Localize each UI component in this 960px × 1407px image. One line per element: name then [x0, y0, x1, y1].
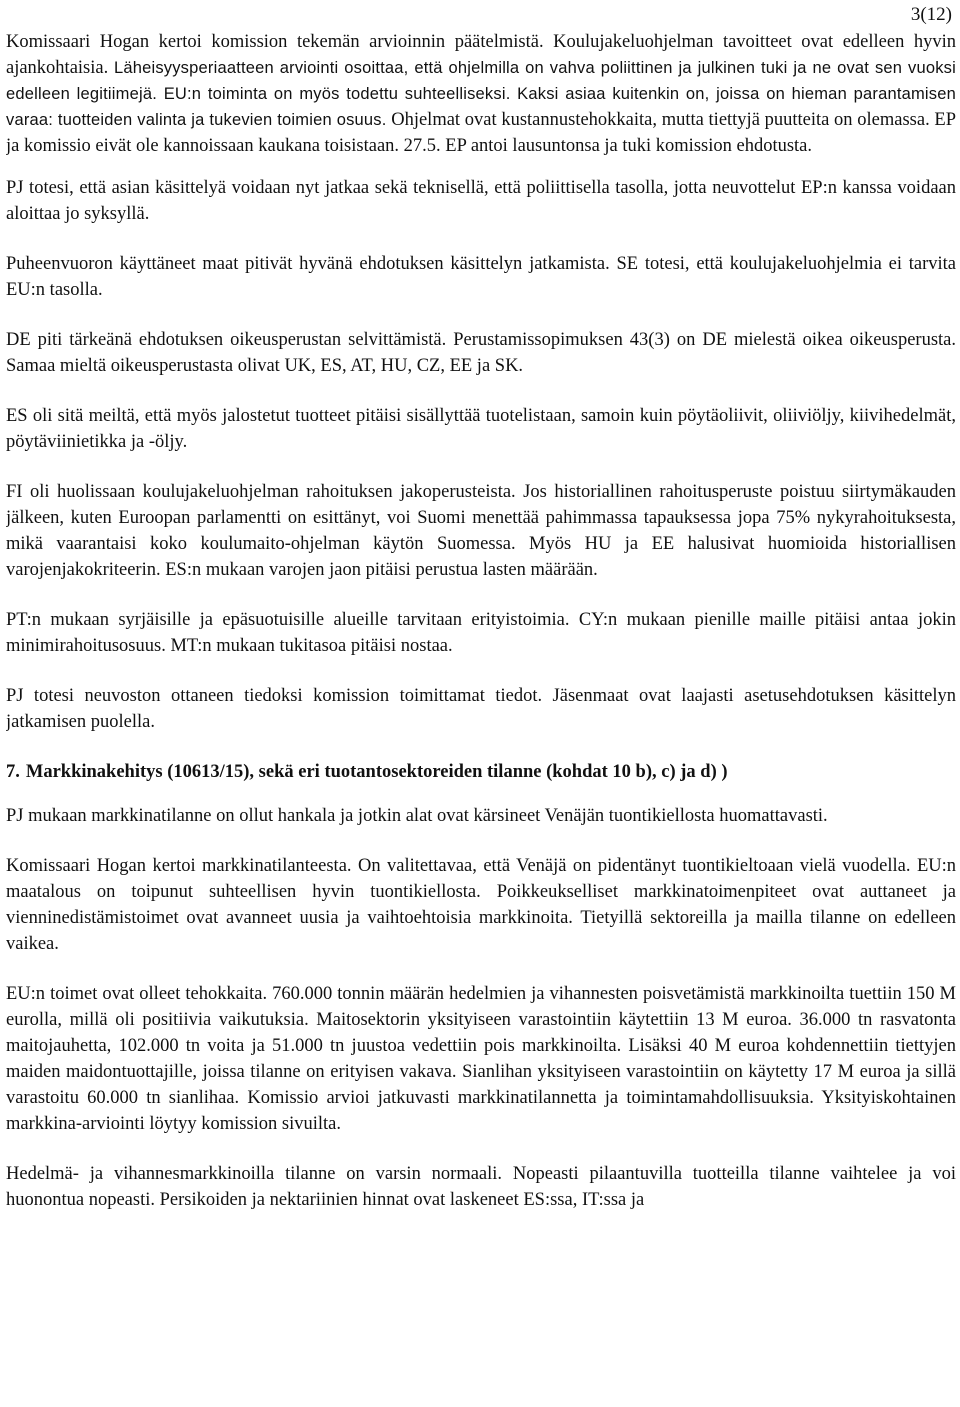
section-number: 7.	[6, 762, 20, 782]
document-page	[6, 0, 956, 1407]
paragraph-pt-cy-mt: PT:n mukaan syrjäisille ja epäsuotuisille alueille tarvitaan erityistoimia. CY:n mukaan pienille maille pitäisi antaa jokin minimirahoitusosuus. MT:n mukaan tukitasoa pitäisi nostaa.	[6, 610, 956, 656]
paragraph-fi-funding: FI oli huolissaan koulujakeluohjelman rahoituksen jakoperusteista. Jos historiallinen rahoitusperuste poistuu siirtymäkauden jälkeen, kuten Euroopan parlamentti on esittänyt, voi Suomi menettää pahimmassa tapauksessa jopa 75% nykyrahoituksesta, mikä vaarantaisi koko koulumaito-ohjelman käytön Suomessa. Myös HU ja EE halusivat huomioida historiallisen varojenjakokriteerin. ES:n mukaan varojen jaon pitäisi perustua lasten määrään.	[6, 482, 956, 580]
text-run-sans: Läheisyysperiaatteen arviointi osoittaa, että ohjelmilla on vahva poliittinen ja julkinen tuki ja ne ovat sen vuoksi edelleen legitiimejä. EU:n toiminta on myös todettu suhteelliseksi. Kaksi asiaa kuitenkin on, joissa on hieman parantamisen varaa: tuotteiden valinta ja tukevien toimien osuus.	[6, 59, 956, 129]
paragraph-fruit-vegetables: Hedelmä- ja vihannesmarkkinoilla tilanne on varsin normaali. Nopeasti pilaantuvilla tuotteilla tilanne vaihtelee ja voi huonontua nopeasti. Persikoiden ja nektariinien hinnat ovat laskeneet ES:ssa, IT:ssa ja	[6, 1164, 956, 1210]
paragraph-eu-measures: EU:n toimet ovat olleet tehokkaita. 760.000 tonnin määrän hedelmien ja vihannesten poisvetämistä markkinoilta tuettiin 150 M eurolla, millä oli positiivia vaikutuksia. Maitosektorin yksityiseen varastointiin käytettiin 13 M euroa. 36.000 tn rasvatonta maitojauhetta, 102.000 tn voita ja 51.000 tn juustoa vedettiin pois markkinoilta. Lisäksi 40 M euroa kohdennettiin tiettyjen maiden maidontuottajille, joissa tilanne on erityisen vakava. Sianlihan yksityiseen varastointiin on käytetty 17 M euroa ja sillä varastoitu 60.000 tn sianlihaa. Komissio arvioi jatkuvasti markkinatilannetta ja toimintamahdollisuuksia. Yksityiskohtainen markkina-arviointi löytyy komission sivuilta.	[6, 984, 956, 1134]
paragraph-pj-conclusion: PJ totesi neuvoston ottaneen tiedoksi komission toimittamat tiedot. Jäsenmaat ovat laajasti asetusehdotuksen käsittelyn jatkamisen puolella.	[6, 686, 956, 732]
paragraph-member-states: Puheenvuoron käyttäneet maat pitivät hyvänä ehdotuksen käsittelyn jatkamista. SE totesi, että koulujakeluohjelmia ei tarvita EU:n tasolla.	[6, 254, 956, 300]
section-heading	[6, 759, 956, 785]
section-title: Markkinakehitys (10613/15), sekä eri tuotantosektoreiden tilanne (kohdat 10 b), c) ja d) )	[25, 762, 728, 782]
paragraph-de-legal-basis: DE piti tärkeänä ehdotuksen oikeusperustan selvittämistä. Perustamissopimuksen 43(3) on DE mielestä oikea oikeusperusta. Samaa mieltä oikeusperustasta olivat UK, ES, AT, HU, CZ, EE ja SK.	[6, 330, 956, 376]
paragraph-pj-market: PJ mukaan markkinatilanne on ollut hankala ja jotkin alat ovat kärsineet Venäjän tuontikiellosta huomattavasti.	[6, 806, 828, 826]
document-body	[6, 29, 956, 1237]
paragraph-es-products: ES oli sitä meiltä, että myös jalostetut tuotteet pitäisi sisällyttää tuotelistaan, samoin kuin pöytäoliivit, oliiviöljy, kiivihedelmät, pöytäviinietikka ja -öljy.	[6, 406, 956, 452]
paragraph-hogan-market: Komissaari Hogan kertoi markkinatilanteesta. On valitettavaa, että Venäjä on pidentänyt tuontikieltoaan vielä vuodella. EU:n maatalous on toipunut suhteellisen hyvin tuontikiellosta. Poikkeukselliset markkinatoimenpiteet ovat auttaneet ja vienninedistämistoimet ovat avanneet uusia ja vaihtoehtoisia markkinoita. Tietyillä sektoreilla ja mailla tilanne on edelleen vaikea.	[6, 856, 956, 954]
text-run: Komissaari Hogan kertoi komission tekemän arvioinnin päätelmistä. Koulujakeluohjelman tavoitteet ovat edelleen hyvin ajankohtaisia.	[6, 32, 956, 78]
paragraph-hogan-evaluation	[6, 29, 956, 159]
paragraph-pj-continue: PJ totesi, että asian käsittelyä voidaan nyt jatkaa sekä teknisellä, että poliittisella tasolla, jotta neuvottelut EP:n kanssa voidaan aloittaa jo syksyllä.	[6, 178, 956, 224]
page-number: 3(12)	[910, 4, 952, 25]
text-run: Ohjelmat ovat kustannustehokkaita, mutta tiettyjä puutteita on olemassa. EP ja komissio eivät ole kannoissaan kaukana toisistaan. 27.5. EP antoi lausuntonsa ja tuki komission ehdotusta.	[6, 110, 956, 156]
